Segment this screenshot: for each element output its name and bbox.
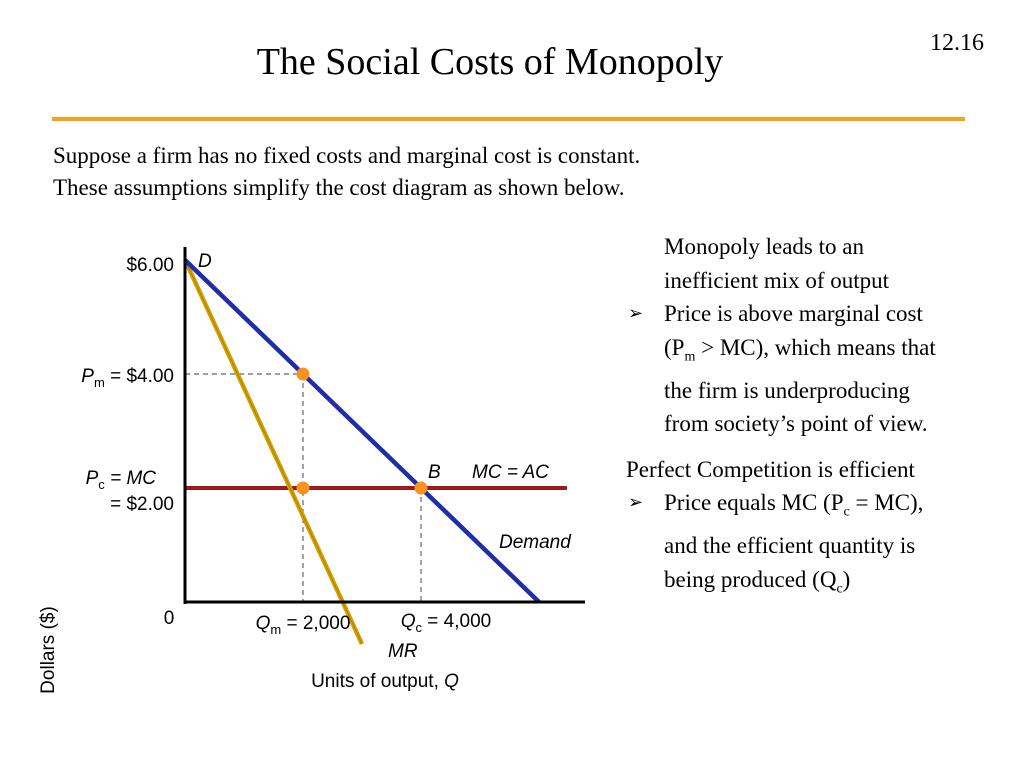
- bullet-2-line-2: and the efficient quantity is: [664, 533, 916, 559]
- mc-ac-label: MC = AC: [472, 462, 549, 483]
- origin-label: 0: [163, 608, 175, 629]
- slide-title: The Social Costs of Monopoly: [256, 41, 724, 83]
- x-axis-title: Units of output, Q: [311, 671, 459, 692]
- bullet-1-line-4: from society’s point of view.: [664, 411, 928, 437]
- demand-line: [185, 260, 539, 602]
- mr-label: MR: [388, 641, 418, 662]
- bullet-price-equals-mc: [626, 486, 1016, 606]
- b-label: B: [428, 462, 441, 483]
- slide-number: 12.16: [930, 30, 984, 56]
- monopoly-price-point: [297, 368, 310, 381]
- bullet-1-line-2: $(P_m > MC)$, which means that: [664, 334, 936, 365]
- pm-label: $P_m$ = $4.00: [81, 366, 174, 390]
- title-underline: [52, 117, 965, 121]
- monopoly-heading-line-1: Monopoly leads to an: [664, 234, 864, 259]
- qc-label: $Q_c = 4,000$: [400, 611, 492, 635]
- monopoly-heading: [626, 230, 1016, 297]
- bullet-price-above-mc: [626, 297, 1016, 441]
- intro-line-1: Suppose a firm has no fixed costs and marginal cost is constant.: [53, 143, 641, 168]
- perfect-competition-heading: Perfect Competition is efficient: [626, 456, 915, 482]
- monopoly-diagram: [0, 225, 610, 695]
- d-label: D: [198, 251, 212, 272]
- intro-text: [53, 140, 640, 204]
- arrow-bullet-icon: ➢: [628, 303, 644, 324]
- bullet-1-line-3: the firm is underproducing: [664, 377, 910, 403]
- demand-label: Demand: [499, 532, 571, 553]
- monopoly-heading-line-2: inefficient mix of output: [664, 267, 890, 293]
- mr-mc-intersection-point: [297, 482, 310, 495]
- qm-label: $Q_m = 2,000$: [255, 613, 351, 637]
- point-b: [415, 482, 428, 495]
- explanation-panel: [626, 230, 1016, 606]
- y-label-top: $6.00: [126, 255, 174, 276]
- y-axis-title: Dollars ($): [38, 606, 59, 694]
- intro-line-2: These assumptions simplify the cost diagram as shown below.: [53, 175, 625, 200]
- pc-label: $P_c$ = MC: [85, 468, 156, 492]
- mr-line-edge: [185, 260, 362, 644]
- bullet-2-line-3: being produced $(Q_c)$: [664, 566, 851, 597]
- bullet-1-line-1: Price is above marginal cost: [664, 301, 923, 326]
- arrow-bullet-icon: ➢: [628, 492, 644, 514]
- pc-value-label: = $2.00: [110, 494, 174, 515]
- bullet-2-line-1: Price equals MC $(P_c = MC)$,: [664, 490, 924, 520]
